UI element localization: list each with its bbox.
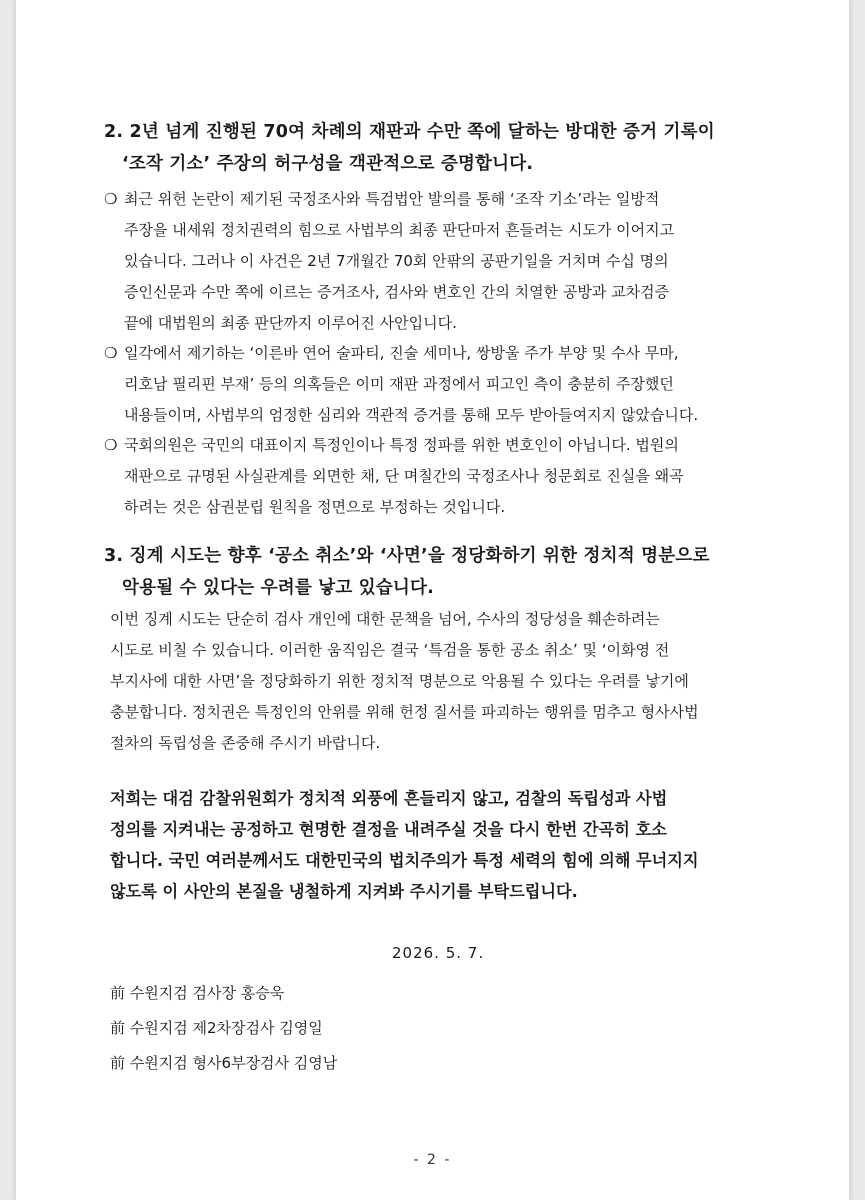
text-line: 부지사에 대한 사면’을 정당화하기 위한 정치적 명분으로 악용될 수 있다는 우려를 낳기에 <box>110 672 689 690</box>
text-line: 정의를 지켜내는 공정하고 현명한 결정을 내려주실 것을 다시 한번 간곡히 호소 <box>110 820 667 839</box>
bullet-item <box>104 184 784 339</box>
text-line: 절차의 독립성을 존중해 주시기 바랍니다. <box>110 734 381 752</box>
signatory: 前 수원지검 검사장 홍승욱 <box>110 984 285 1002</box>
text-line: 내용들이며, 사법부의 엄정한 심리와 객관적 증거를 통해 모두 받아들여지지 않았습니다. <box>124 406 699 424</box>
section-2-heading <box>104 116 715 180</box>
section-3-paragraph <box>110 604 790 759</box>
bullet-item <box>104 338 784 431</box>
text-line: 재판으로 규명된 사실관계를 외면한 채, 단 며칠간의 국정조사나 청문회로 진실을 왜곡 <box>124 467 684 485</box>
text-line: 최근 위헌 논란이 제기된 국정조사와 특검법안 발의를 통해 ‘조작 기소’라는 일방적 <box>124 190 660 208</box>
signatory: 前 수원지검 제2차장검사 김영일 <box>110 1019 323 1037</box>
bullet-circle-icon: ❍ <box>104 436 118 454</box>
heading-line: 2. 2년 넘게 진행된 70여 차례의 재판과 수만 쪽에 달하는 방대한 증거 기록이 <box>104 122 715 142</box>
text-line: 리호남 필리핀 부재’ 등의 의혹들은 이미 재판 과정에서 피고인 측이 충분히 주장했던 <box>124 375 674 393</box>
bullet-item <box>104 430 784 523</box>
text-line: 주장을 내세워 정치권력의 힘으로 사법부의 최종 판단마저 흔들려는 시도가 이어지고 <box>124 221 675 239</box>
bullet-circle-icon: ❍ <box>104 344 118 362</box>
text-line: 이번 징계 시도는 단순히 검사 개인에 대한 문책을 넘어, 수사의 정당성을 훼손하려는 <box>110 610 660 628</box>
text-line: 국회의원은 국민의 대표이지 특정인이나 특정 정파를 위한 변호인이 아닙니다. 법원의 <box>124 436 679 454</box>
heading-line: 악용될 수 있다는 우려를 낳고 있습니다. <box>122 578 434 598</box>
text-line: 일각에서 제기하는 ‘이른바 연어 술파티, 진술 세미나, 쌍방울 주가 부양 및 수사 무마, <box>124 344 679 362</box>
heading-line: 3. 징계 시도는 향후 ‘공소 취소’와 ‘사면’을 정당화하기 위한 정치적 명분으로 <box>104 546 710 566</box>
section-3-heading <box>104 540 710 604</box>
text-line: 않도록 이 사안의 본질을 냉철하게 지켜봐 주시기를 부탁드립니다. <box>110 882 578 901</box>
text-line: 저희는 대검 감찰위원회가 정치적 외풍에 흔들리지 않고, 검찰의 독립성과 사법 <box>110 789 668 808</box>
text-line: 하려는 것은 삼권분립 원칙을 정면으로 부정하는 것입니다. <box>124 498 506 516</box>
document-date: 2026. 5. 7. <box>392 944 485 962</box>
signatory: 前 수원지검 형사6부장검사 김영남 <box>110 1054 338 1072</box>
closing-paragraph <box>110 783 790 907</box>
text-line: 시도로 비칠 수 있습니다. 이러한 움직임은 결국 ‘특검을 통한 공소 취소’ 및 ‘이화영 전 <box>110 641 670 659</box>
bullet-circle-icon: ❍ <box>104 190 118 208</box>
text-line: 충분합니다. 정치권은 특정인의 안위를 위해 헌정 질서를 파괴하는 행위를 멈추고 형사사법 <box>110 703 699 721</box>
text-line: 합니다. 국민 여러분께서도 대한민국의 법치주의가 특정 세력의 힘에 의해 무너지지 <box>110 851 699 870</box>
heading-line: ‘조작 기소’ 주장의 허구성을 객관적으로 증명합니다. <box>122 154 534 174</box>
page-number: - 2 - <box>413 1152 452 1168</box>
text-line: 끝에 대법원의 최종 판단까지 이루어진 사안입니다. <box>124 314 457 332</box>
text-line: 증인신문과 수만 쪽에 이르는 증거조사, 검사와 변호인 간의 치열한 공방과 교차검증 <box>124 283 670 301</box>
text-line: 있습니다. 그러나 이 사건은 2년 7개월간 70회 안팎의 공판기일을 거치며 수십 명의 <box>124 252 669 270</box>
